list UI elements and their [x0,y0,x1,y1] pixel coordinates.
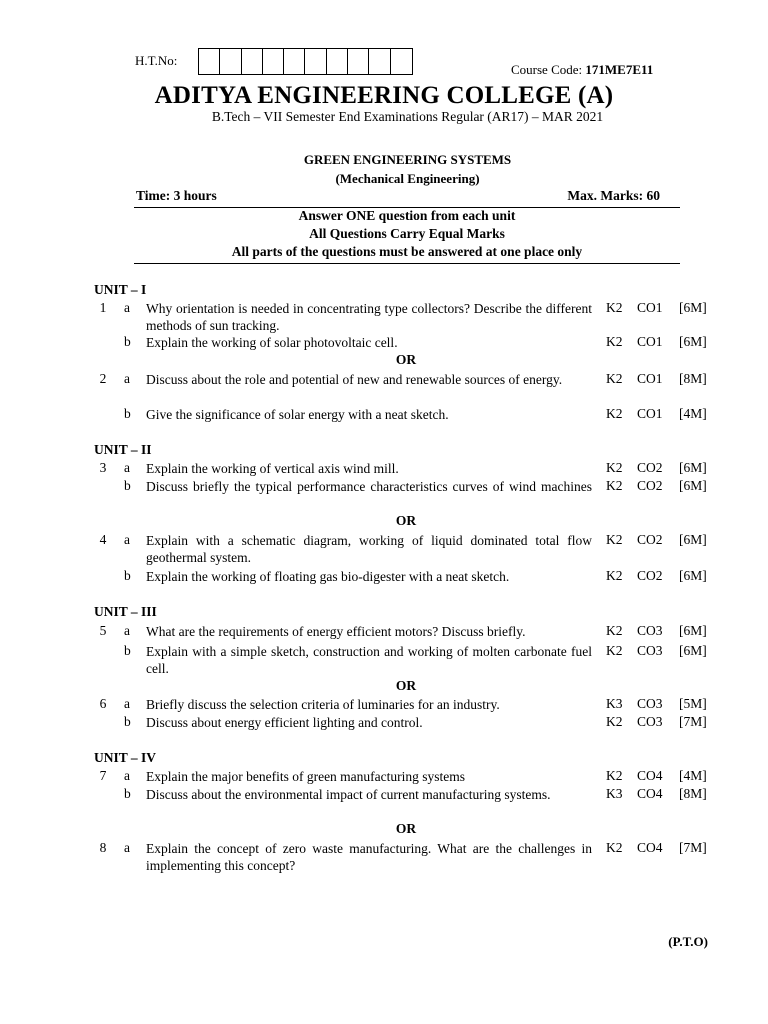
question-text: Explain the working of floating gas bio-digester with a neat sketch. [146,569,510,584]
divider [134,263,680,264]
marks: [7M] [679,714,707,729]
knowledge-level: K2 [606,768,623,783]
course-code [511,62,653,78]
course-code-label: Course Code: [511,62,583,77]
or-separator: OR [395,513,417,528]
course-outcome: CO2 [637,478,663,493]
htno-box [305,49,326,74]
question-part: b [124,568,131,583]
or-separator: OR [395,352,417,367]
course-outcome: CO1 [637,300,663,315]
knowledge-level: K2 [606,532,623,547]
knowledge-level: K2 [606,623,623,638]
course-outcome: CO4 [637,786,663,801]
course-outcome: CO3 [637,714,663,729]
htno-box [369,49,390,74]
question-text: Discuss briefly the typical performance characteristics curves of wind machines [146,479,592,494]
max-marks: Max. Marks: 60 [567,188,660,203]
question-part: a [124,300,130,315]
marks: [6M] [679,568,707,583]
unit-heading: UNIT – II [94,442,152,457]
htno-label: H.T.No: [135,53,178,68]
knowledge-level: K2 [606,371,623,386]
question-part: a [124,696,130,711]
marks: [7M] [679,840,707,855]
question-text: Explain the working of solar photovoltaic cell. [146,335,398,350]
question-part: b [124,786,131,801]
college-title: ADITYA ENGINEERING COLLEGE (A) [154,82,614,109]
course-outcome: CO3 [637,643,663,658]
htno-boxes [198,48,413,75]
question-number: 6 [99,696,107,711]
question-number: 2 [99,371,107,386]
htno-box [391,49,412,74]
htno-box [242,49,263,74]
marks: [6M] [679,334,707,349]
marks: [4M] [679,768,707,783]
question-part: b [124,334,131,349]
question-number: 8 [99,840,107,855]
instruction: All Questions Carry Equal Marks [309,226,505,241]
marks: [6M] [679,623,707,638]
question-text: Explain with a simple sketch, construction and working of molten carbonate fuel cell. [146,644,592,676]
knowledge-level: K3 [606,786,623,801]
course-outcome: CO3 [637,623,663,638]
unit-heading: UNIT – IV [94,750,157,765]
marks: [8M] [679,786,707,801]
question-text: Explain the concept of zero waste manufacturing. What are the challenges in implementing this concept? [146,841,592,873]
question-number: 5 [99,623,107,638]
marks: [6M] [679,300,707,315]
question-part: a [124,623,130,638]
marks: [6M] [679,460,707,475]
question-text: Give the significance of solar energy with a neat sketch. [146,407,449,422]
htno-box [263,49,284,74]
course-outcome: CO1 [637,406,663,421]
question-number: 1 [99,300,107,315]
question-part: b [124,478,131,493]
knowledge-level: K2 [606,840,623,855]
course-outcome: CO1 [637,371,663,386]
subject-title: GREEN ENGINEERING SYSTEMS [303,152,512,167]
question-part: a [124,768,130,783]
or-separator: OR [395,821,417,836]
question-text: What are the requirements of energy efficient motors? Discuss briefly. [146,624,526,639]
marks: [8M] [679,371,707,386]
unit-heading: UNIT – III [94,604,157,619]
question-number: 3 [99,460,107,475]
knowledge-level: K3 [606,696,623,711]
pto-label: (P.T.O) [668,934,708,949]
question-text: Why orientation is needed in concentrating type collectors? Describe the different methods of sun tracking. [146,301,592,333]
question-text: Explain the major benefits of green manufacturing systems [146,769,466,784]
course-outcome: CO1 [637,334,663,349]
knowledge-level: K2 [606,568,623,583]
course-outcome: CO2 [637,532,663,547]
question-part: a [124,840,130,855]
question-number: 4 [99,532,107,547]
knowledge-level: K2 [606,406,623,421]
instruction: All parts of the questions must be answered at one place only [231,244,583,259]
marks: [5M] [679,696,707,711]
knowledge-level: K2 [606,460,623,475]
knowledge-level: K2 [606,714,623,729]
knowledge-level: K2 [606,643,623,658]
course-outcome: CO3 [637,696,663,711]
question-part: b [124,714,131,729]
exam-time: Time: 3 hours [136,188,217,203]
instruction: Answer ONE question from each unit [298,208,516,223]
question-part: a [124,460,130,475]
question-number: 7 [99,768,107,783]
course-outcome: CO4 [637,840,663,855]
marks: [6M] [679,532,707,547]
marks: [6M] [679,643,707,658]
question-text: Explain the working of vertical axis wind mill. [146,461,399,476]
htno-box [284,49,305,74]
exam-title: B.Tech – VII Semester End Examinations Regular (AR17) – MAR 2021 [211,109,604,124]
knowledge-level: K2 [606,300,623,315]
unit-heading: UNIT – I [94,282,147,297]
question-part: b [124,406,131,421]
htno-box [220,49,241,74]
question-text: Discuss about the environmental impact of current manufacturing systems. [146,787,551,802]
htno-box [327,49,348,74]
course-code-value: 171ME7E11 [585,62,654,77]
question-part: b [124,643,131,658]
htno-box [199,49,220,74]
course-outcome: CO4 [637,768,663,783]
question-text: Discuss about energy efficient lighting and control. [146,715,423,730]
htno-box [348,49,369,74]
or-separator: OR [395,678,417,693]
question-text: Explain with a schematic diagram, working of liquid dominated total flow geothermal system. [146,533,592,565]
question-part: a [124,371,130,386]
question-text: Briefly discuss the selection criteria of luminaries for an industry. [146,697,500,712]
knowledge-level: K2 [606,478,623,493]
question-part: a [124,532,130,547]
course-outcome: CO2 [637,568,663,583]
branch-title: (Mechanical Engineering) [335,171,480,186]
question-text: Discuss about the role and potential of new and renewable sources of energy. [146,372,563,387]
marks: [6M] [679,478,707,493]
marks: [4M] [679,406,707,421]
knowledge-level: K2 [606,334,623,349]
course-outcome: CO2 [637,460,663,475]
